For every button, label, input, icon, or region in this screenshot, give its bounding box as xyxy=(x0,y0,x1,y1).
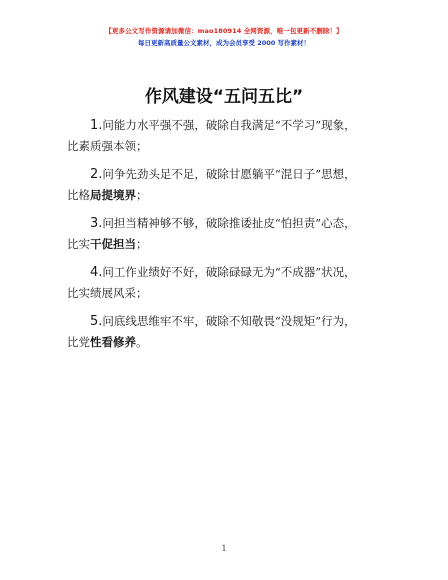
paragraph-tail: 。 xyxy=(136,335,148,349)
header-member-line: 每日更新高质量公文素材，成为会员享受 2000 写作素材！ xyxy=(137,39,311,47)
document-title: 作风建设“五问五比” xyxy=(144,87,304,107)
document-body xyxy=(67,115,367,360)
paragraph-text: 问工作业绩好不好，破除碌碌无为“不成器”状况，比实绩展风采； xyxy=(67,265,356,300)
paragraph-tail: ； xyxy=(136,237,148,251)
paragraph-3 xyxy=(67,213,367,254)
paragraph-number: 2. xyxy=(90,167,103,182)
paragraph-number: 5. xyxy=(90,314,103,329)
paragraph-number: 3. xyxy=(90,216,103,231)
page-number: 1 xyxy=(221,544,227,553)
paragraph-4 xyxy=(67,262,367,303)
header-banner xyxy=(0,27,448,48)
paragraph-number: 4. xyxy=(90,265,103,280)
paragraph-bold-text: 性看修养 xyxy=(90,335,136,349)
paragraph-bold-text: 局提境界 xyxy=(90,188,136,202)
paragraph-text: 问底线思维牢不牢，破除不知敬畏“没规矩”行为，比党 xyxy=(67,314,356,349)
paragraph-2 xyxy=(67,164,367,205)
paragraph-text: 问担当精神够不够，破除推诿扯皮“怕担责”心态，比实 xyxy=(67,216,356,251)
paragraph-5 xyxy=(67,311,367,352)
paragraph-tail: ； xyxy=(136,188,148,202)
paragraph-number: 1. xyxy=(90,118,103,133)
paragraph-bold-text: 干促担当 xyxy=(90,237,136,251)
paragraph-1 xyxy=(67,115,367,156)
header-promo-line: 【更多公文写作资源请加微信：mao180914 全网资源，唯一包更新不删除！】 xyxy=(105,27,343,35)
paragraph-text: 问能力水平强不强，破除自我满足“不学习”现象，比素质强本领； xyxy=(67,118,356,153)
paragraph-text: 问争先劲头足不足，破除甘愿躺平“混日子”思想，比格 xyxy=(67,167,356,202)
